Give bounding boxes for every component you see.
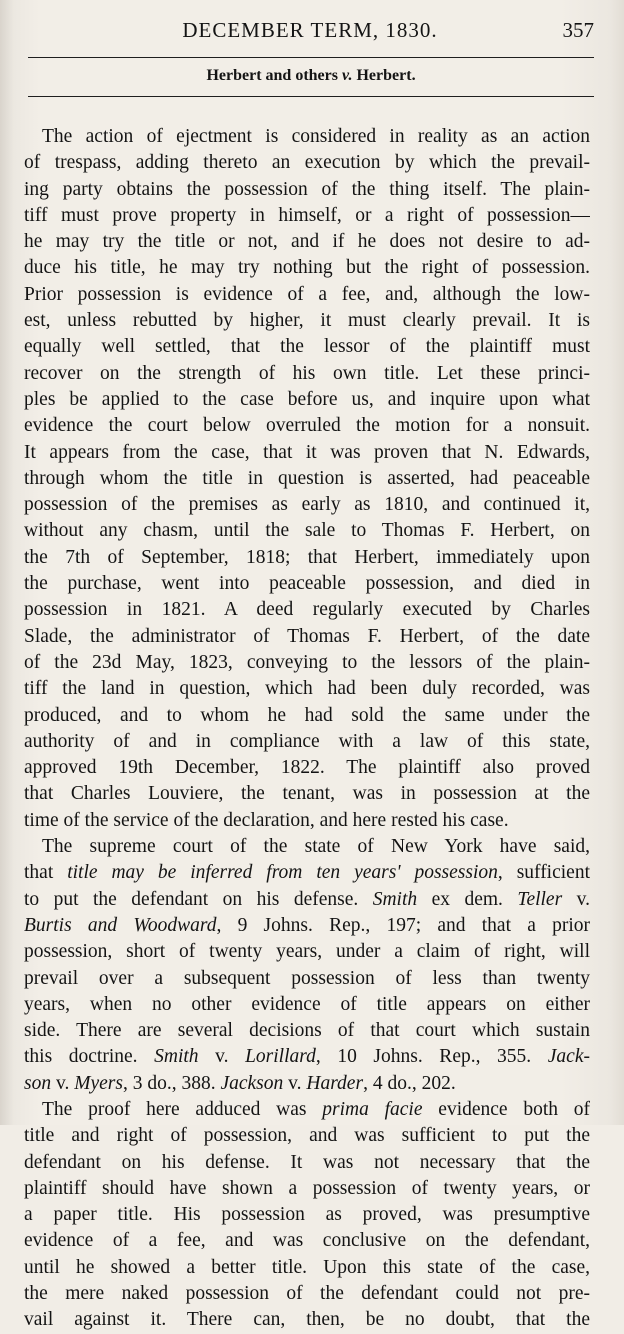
- text-line: [24, 1071, 590, 1097]
- text-run: , 10 Johns. Rep., 355.: [315, 1046, 548, 1068]
- case-party: Lorillard: [245, 1046, 316, 1068]
- text-line: of trespass, adding thereto an execution by which the prevail-: [24, 152, 590, 174]
- case-party: Harder: [306, 1072, 364, 1094]
- text-line: side. There are several decisions of that court which sustain: [24, 1020, 590, 1042]
- text-line: defendant on his defense. It was not necessary that the: [24, 1151, 590, 1173]
- text-line: est, unless rebutted by higher, it must clearly prevail. It is: [24, 310, 590, 332]
- text-line: ples be applied to the case before us, and inquire upon what: [24, 388, 590, 410]
- text-line: prevail over a subsequent possession of less than twenty: [24, 967, 590, 989]
- page-number: 357: [562, 18, 594, 42]
- text-line: tiff the land in question, which had been duly recorded, was: [24, 678, 590, 700]
- text-line: approved 19th December, 1822. The plaintiff also proved: [24, 757, 590, 779]
- case-title-defendant: Herbert.: [356, 67, 416, 84]
- text-line: plaintiff should have shown a possession of twenty years, or: [24, 1177, 590, 1199]
- text-line: Prior possession is evidence of a fee, and, although the low-: [24, 283, 590, 305]
- text-line: tiff must prove property in himself, or a right of possession—: [24, 204, 590, 226]
- text-run: that: [24, 862, 68, 884]
- italic-quote: title may be inferred from ten years' possession: [67, 862, 498, 884]
- bottom-rule: [28, 96, 594, 97]
- text-line: that Charles Louviere, the tenant, was in possession at the: [24, 783, 590, 805]
- text-line: recover on the strength of his own title. Let these princi-: [24, 362, 590, 384]
- case-party: Smith: [372, 888, 418, 910]
- text-run: evidence both of: [422, 1098, 590, 1120]
- text-run: , 9 Johns. Rep., 197; and that a prior: [216, 914, 590, 936]
- text-line: [24, 887, 590, 913]
- top-rule: [28, 57, 594, 58]
- text-run: this doctrine.: [24, 1046, 155, 1068]
- case-title-plaintiffs: Herbert and others: [206, 67, 338, 84]
- term-heading: DECEMBER TERM, 1830.: [182, 18, 438, 42]
- text-line: authority of and in compliance with a law of this state,: [24, 730, 590, 752]
- text-line: [24, 1044, 590, 1070]
- text-line: [24, 1097, 590, 1123]
- running-head: [26, 18, 594, 48]
- text-line: equally well settled, that the lessor of the plaintiff must: [24, 336, 590, 358]
- text-line: vail against it. There can, then, be no doubt, that the: [24, 1309, 590, 1331]
- text-run: v.: [51, 1072, 75, 1094]
- case-party: Burtis and Woodward: [24, 914, 217, 936]
- text-line: evidence of a fee, and was conclusive on the defendant,: [24, 1230, 590, 1252]
- text-line: ing party obtains the possession of the thing itself. The plain-: [24, 178, 590, 200]
- text-line: possession of the premises as early as 1810, and continued it,: [24, 494, 590, 516]
- text-line: It appears from the case, that it was proven that N. Edwards,: [24, 441, 590, 463]
- text-run: v.: [562, 888, 590, 910]
- text-run: , sufficient: [497, 862, 590, 884]
- text-line: The action of ejectment is considered in reality as an action: [42, 126, 590, 147]
- case-title: [28, 67, 594, 85]
- text-run: v.: [198, 1046, 246, 1068]
- text-line: time of the service of the declaration, and here rested his case.: [24, 809, 509, 831]
- body-text: [24, 124, 590, 1334]
- case-party: son: [24, 1072, 52, 1094]
- text-line: until he showed a better title. Upon this state of the case,: [24, 1256, 590, 1278]
- text-line: through whom the title in question is asserted, had peaceable: [24, 467, 590, 489]
- text-line: produced, and to whom he had sold the same under the: [24, 704, 590, 726]
- case-party: Teller: [517, 888, 563, 910]
- case-party: Jack-: [547, 1046, 590, 1068]
- case-party: Smith: [154, 1046, 199, 1068]
- text-line: a paper title. His possession as proved, was presumptive: [24, 1204, 590, 1226]
- text-line: without any chasm, until the sale to Thomas F. Herbert, on: [24, 520, 590, 542]
- case-title-versus: v.: [341, 67, 353, 84]
- case-party: Myers: [74, 1072, 123, 1094]
- text-line: [24, 860, 590, 886]
- text-run: , 3 do., 388.: [122, 1072, 221, 1094]
- text-line: the mere naked possession of the defendant could not pre-: [24, 1283, 590, 1305]
- text-line: The supreme court of the state of New York have said,: [42, 836, 590, 858]
- text-line: possession in 1821. A deed regularly executed by Charles: [24, 599, 590, 621]
- text-line: the 7th of September, 1818; that Herbert, immediately upon: [24, 546, 590, 568]
- text-run: ex dem.: [417, 888, 518, 910]
- text-line: [24, 913, 590, 939]
- text-line: possession, short of twenty years, under a claim of right, will: [24, 941, 590, 963]
- text-line: evidence the court below overruled the motion for a nonsuit.: [24, 415, 590, 437]
- text-run: , 4 do., 202.: [363, 1072, 456, 1094]
- text-run: v.: [283, 1072, 307, 1094]
- text-line: title and right of possession, and was sufficient to put the: [24, 1125, 590, 1147]
- text-line: he may try the title or not, and if he does not desire to ad-: [24, 231, 590, 253]
- text-line: of the 23d May, 1823, conveying to the lessors of the plain-: [24, 651, 590, 673]
- text-line: duce his title, he may try nothing but the right of possession.: [24, 257, 590, 279]
- latin-term: prima facie: [322, 1098, 423, 1120]
- text-run: The proof here adduced was: [42, 1098, 323, 1120]
- text-run: to put the defendant on his defense.: [24, 888, 373, 910]
- text-line: years, when no other evidence of title appears on either: [24, 993, 590, 1015]
- text-line: Slade, the administrator of Thomas F. Herbert, of the date: [24, 625, 590, 647]
- case-party: Jackson: [220, 1072, 284, 1094]
- text-line: the purchase, went into peaceable possession, and died in: [24, 573, 590, 595]
